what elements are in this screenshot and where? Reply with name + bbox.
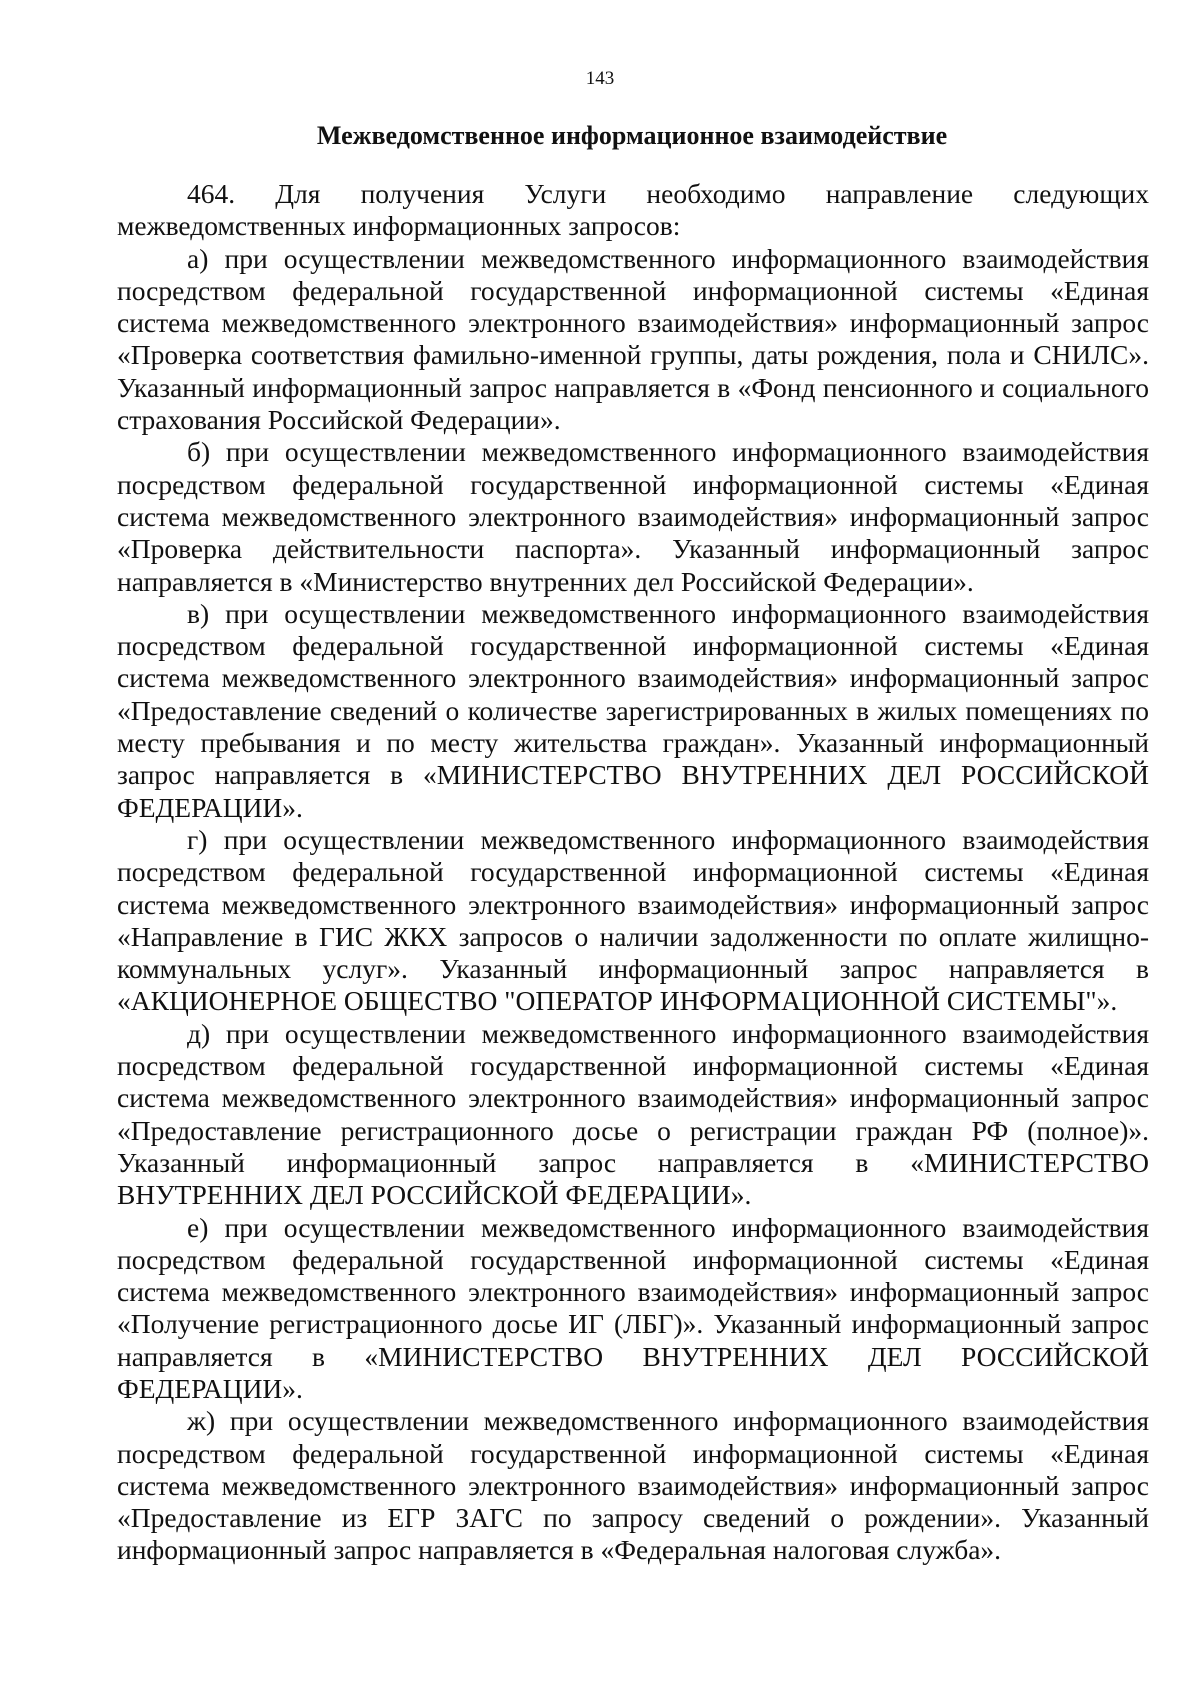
- paragraph-v: в) при осуществлении межведомственного информационного взаимодействия посредством федеральной государственной информационной системы «Единая система межведомственного электронного взаимодействия» информационный запрос «Предоставление сведений о количестве зарегистрированных в жилых помещениях по месту пребывания и по месту жительства граждан». Указанный информационный запрос направляется в «МИНИСТЕРСТВО ВНУТРЕННИХ ДЕЛ РОССИЙСКОЙ ФЕДЕРАЦИИ».: [117, 597, 1149, 823]
- paragraph-e: е) при осуществлении межведомственного информационного взаимодействия посредством федеральной государственной информационной системы «Единая система межведомственного электронного взаимодействия» информационный запрос «Получение регистрационного досье ИГ (ЛБГ)». Указанный информационный запрос направляется в «МИНИСТЕРСТВО ВНУТРЕННИХ ДЕЛ РОССИЙСКОЙ ФЕДЕРАЦИИ».: [117, 1211, 1149, 1404]
- page-number: 143: [585, 68, 615, 89]
- paragraph-g: г) при осуществлении межведомственного информационного взаимодействия посредством федеральной государственной информационной системы «Единая система межведомственного электронного взаимодействия» информационный запрос «Направление в ГИС ЖКХ запросов о наличии задолженности по оплате жилищно-коммунальных услуг». Указанный информационный запрос направляется в «АКЦИОНЕРНОЕ ОБЩЕСТВО "ОПЕРАТОР ИНФОРМАЦИОННОЙ СИСТЕМЫ"».: [117, 823, 1149, 1017]
- section-heading: Межведомственное информационное взаимодействие: [316, 121, 948, 150]
- document-body: [117, 178, 1149, 1567]
- paragraph-zh: ж) при осуществлении межведомственного информационного взаимодействия посредством федеральной государственной информационной системы «Единая система межведомственного электронного взаимодействия» информационный запрос «Предоставление из ЕГР ЗАГС по запросу сведений о рождении». Указанный информационный запрос направляется в «Федеральная налоговая служба».: [117, 1405, 1149, 1566]
- paragraph-d: д) при осуществлении межведомственного информационного взаимодействия посредством федеральной государственной информационной системы «Единая система межведомственного электронного взаимодействия» информационный запрос «Предоставление регистрационного досье о регистрации граждан РФ (полное)». Указанный информационный запрос направляется в «МИНИСТЕРСТВО ВНУТРЕННИХ ДЕЛ РОССИЙСКОЙ ФЕДЕРАЦИИ».: [117, 1017, 1149, 1211]
- paragraph-b: б) при осуществлении межведомственного информационного взаимодействия посредством федеральной государственной информационной системы «Единая система межведомственного электронного взаимодействия» информационный запрос «Проверка действительности паспорта». Указанный информационный запрос направляется в «Министерство внутренних дел Российской Федерации».: [117, 436, 1149, 597]
- paragraph-464: 464. Для получения Услуги необходимо направление следующих межведомственных информационных запросов:: [117, 178, 1149, 242]
- paragraph-a: а) при осуществлении межведомственного информационного взаимодействия посредством федеральной государственной информационной системы «Единая система межведомственного электронного взаимодействия» информационный запрос «Проверка соответствия фамильно-именной группы, даты рождения, пола и СНИЛС». Указанный информационный запрос направляется в «Фонд пенсионного и социального страхования Российской Федерации».: [117, 242, 1149, 436]
